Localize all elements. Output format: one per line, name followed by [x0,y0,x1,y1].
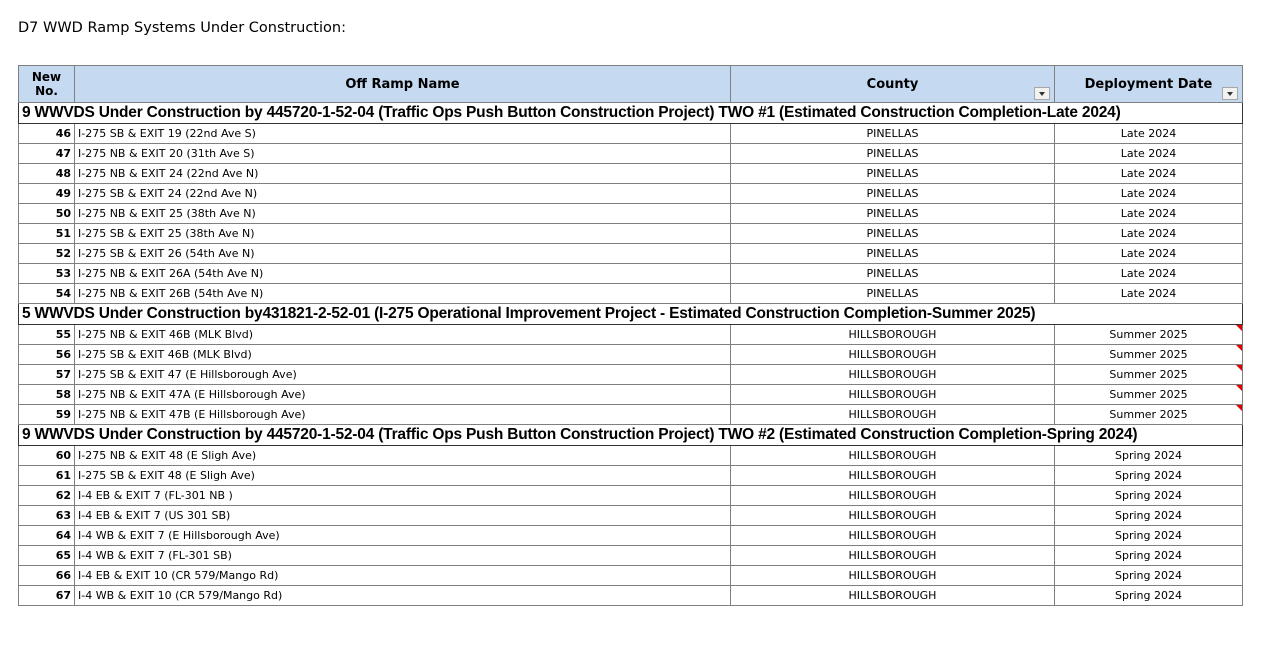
county-cell-text: HILLSBOROUGH [848,388,937,401]
row-number-cell-text: 54 [55,287,71,300]
header-row [19,66,1243,103]
row-number-cell[interactable] [19,284,75,304]
deployment-date-cell-text: Spring 2024 [1115,569,1182,582]
table-row [19,284,1243,304]
off-ramp-name-cell-text: I-4 EB & EXIT 10 (CR 579/Mango Rd) [78,569,279,582]
county-cell-text: HILLSBOROUGH [848,449,937,462]
deployment-date-cell[interactable] [1055,124,1243,144]
comment-indicator-icon[interactable] [1236,325,1242,331]
table-row [19,586,1243,606]
row-number-cell-text: 59 [55,408,71,421]
table-row [19,144,1243,164]
row-number-cell[interactable] [19,566,75,586]
row-number-cell-text: 47 [55,147,71,160]
off-ramp-name-cell-text: I-275 NB & EXIT 20 (31th Ave S) [78,147,255,160]
off-ramp-name-cell[interactable] [75,506,731,526]
county-cell-text: HILLSBOROUGH [848,549,937,562]
row-number-cell[interactable] [19,385,75,405]
table-row [19,385,1243,405]
deployment-date-cell-text: Spring 2024 [1115,529,1182,542]
row-number-cell[interactable] [19,144,75,164]
off-ramp-name-cell[interactable] [75,466,731,486]
deployment-date-cell[interactable] [1055,526,1243,546]
deployment-date-cell[interactable] [1055,325,1243,345]
row-number-cell-text: 53 [55,267,71,280]
county-cell-text: HILLSBOROUGH [848,408,937,421]
column-header-new-no [19,66,75,103]
table-row [19,405,1243,425]
off-ramp-name-cell[interactable] [75,224,731,244]
deployment-date-cell-text: Spring 2024 [1115,589,1182,602]
table-row [19,164,1243,184]
off-ramp-name-cell-text: I-275 NB & EXIT 47A (E Hillsborough Ave) [78,388,306,401]
deployment-date-cell[interactable] [1055,264,1243,284]
row-number-cell[interactable] [19,405,75,425]
column-header-off-ramp-name: Off Ramp Name [75,66,731,103]
table-row [19,345,1243,365]
row-number-cell[interactable] [19,446,75,466]
county-cell[interactable] [731,405,1055,425]
county-cell[interactable] [731,345,1055,365]
county-cell-text: HILLSBOROUGH [848,529,937,542]
off-ramp-name-cell-text: I-275 NB & EXIT 25 (38th Ave N) [78,207,256,220]
county-cell[interactable] [731,144,1055,164]
row-number-cell-text: 64 [55,529,71,542]
off-ramp-name-cell[interactable] [75,345,731,365]
county-cell[interactable] [731,264,1055,284]
group-heading: 5 WWVDS Under Construction by431821-2-52-01 (I-275 Operational Improvement Project - Estimated Construction Completion-Summer 2025) [19,304,1243,325]
off-ramp-name-cell[interactable] [75,526,731,546]
row-number-cell[interactable] [19,184,75,204]
off-ramp-name-cell[interactable] [75,365,731,385]
table-row [19,264,1243,284]
deployment-date-cell[interactable] [1055,546,1243,566]
county-header-label: County [866,76,919,92]
deployment-date-cell-text: Spring 2024 [1115,489,1182,502]
row-number-cell[interactable] [19,325,75,345]
table-row [19,566,1243,586]
deployment-date-cell-text: Summer 2025 [1109,328,1188,341]
deployment-date-cell[interactable] [1055,385,1243,405]
deployment-date-cell[interactable] [1055,244,1243,264]
county-cell-text: HILLSBOROUGH [848,348,937,361]
deployment-date-cell[interactable] [1055,224,1243,244]
row-number-cell[interactable] [19,204,75,224]
row-number-cell-text: 46 [55,127,71,140]
deployment-date-cell[interactable] [1055,566,1243,586]
deployment-date-cell-text: Late 2024 [1120,227,1177,240]
off-ramp-name-cell-text: I-275 NB & EXIT 47B (E Hillsborough Ave) [78,408,306,421]
deployment-date-cell-text: Summer 2025 [1109,408,1188,421]
off-ramp-name-cell[interactable] [75,284,731,304]
county-cell-text: PINELLAS [866,287,919,300]
dropdown-filter-icon[interactable] [1034,87,1050,100]
row-number-cell[interactable] [19,526,75,546]
table-row [19,365,1243,385]
off-ramp-name-cell-text: I-275 SB & EXIT 24 (22nd Ave N) [78,187,258,200]
off-ramp-name-cell[interactable] [75,204,731,224]
county-cell[interactable] [731,385,1055,405]
county-cell[interactable] [731,325,1055,345]
off-ramp-name-cell-text: I-275 SB & EXIT 47 (E Hillsborough Ave) [78,368,297,381]
county-cell[interactable] [731,124,1055,144]
deployment-date-cell[interactable] [1055,345,1243,365]
table-row [19,526,1243,546]
deployment-date-cell[interactable] [1055,446,1243,466]
off-ramp-name-cell-text: I-4 EB & EXIT 7 (US 301 SB) [78,509,231,522]
group-heading: 9 WWVDS Under Construction by 445720-1-52-04 (Traffic Ops Push Button Construction Project) TWO #2 (Estimated Construction Completion-Spring 2024) [19,425,1243,446]
table-row [19,124,1243,144]
table-row [19,546,1243,566]
off-ramp-name-cell[interactable] [75,446,731,466]
county-cell-text: PINELLAS [866,127,919,140]
county-cell-text: HILLSBOROUGH [848,509,937,522]
comment-indicator-icon[interactable] [1236,385,1242,391]
county-cell[interactable] [731,446,1055,466]
off-ramp-name-cell[interactable] [75,385,731,405]
deployment-date-cell-text: Summer 2025 [1109,388,1188,401]
row-number-cell-text: 49 [55,187,71,200]
off-ramp-name-cell-text: I-275 NB & EXIT 26A (54th Ave N) [78,267,264,280]
off-ramp-name-cell[interactable] [75,486,731,506]
row-number-cell-text: 61 [55,469,71,482]
deployment-date-cell-text: Late 2024 [1120,207,1177,220]
county-cell-text: HILLSBOROUGH [848,328,937,341]
deployment-date-cell[interactable] [1055,184,1243,204]
county-cell[interactable] [731,526,1055,546]
row-number-cell-text: 50 [55,207,71,220]
row-number-cell[interactable] [19,466,75,486]
off-ramp-name-cell[interactable] [75,546,731,566]
county-cell[interactable] [731,284,1055,304]
off-ramp-name-cell[interactable] [75,164,731,184]
county-cell[interactable] [731,466,1055,486]
off-ramp-name-cell-text: I-275 NB & EXIT 48 (E Sligh Ave) [78,449,257,462]
county-cell-text: HILLSBOROUGH [848,489,937,502]
deployment-date-cell-text: Summer 2025 [1109,368,1188,381]
county-cell[interactable] [731,204,1055,224]
deployment-date-cell-text: Spring 2024 [1115,469,1182,482]
county-cell[interactable] [731,586,1055,606]
off-ramp-name-cell[interactable] [75,325,731,345]
off-ramp-name-cell-text: I-4 EB & EXIT 7 (FL-301 NB ) [78,489,233,502]
row-number-cell-text: 67 [55,589,71,602]
county-cell[interactable] [731,365,1055,385]
deployment-date-cell[interactable] [1055,466,1243,486]
county-cell[interactable] [731,506,1055,526]
row-number-cell-text: 48 [55,167,71,180]
new-no-line1: New [31,70,62,84]
off-ramp-name-cell-text: I-4 WB & EXIT 7 (E Hillsborough Ave) [78,529,280,542]
off-ramp-name-cell[interactable] [75,586,731,606]
deployment-date-cell-text: Spring 2024 [1115,549,1182,562]
page-title: D7 WWD Ramp Systems Under Construction: [18,20,346,36]
row-number-cell-text: 66 [55,569,71,582]
row-number-cell[interactable] [19,506,75,526]
group-heading: 9 WWVDS Under Construction by 445720-1-52-04 (Traffic Ops Push Button Construction Project) TWO #1 (Estimated Construction Completion-Late 2024) [19,103,1243,124]
comment-indicator-icon[interactable] [1236,365,1242,371]
off-ramp-name-cell[interactable] [75,244,731,264]
row-number-cell-text: 58 [55,388,71,401]
row-number-cell[interactable] [19,486,75,506]
county-cell-text: HILLSBOROUGH [848,569,937,582]
county-cell[interactable] [731,486,1055,506]
deployment-date-cell-text: Spring 2024 [1115,449,1182,462]
deployment-date-cell[interactable] [1055,164,1243,184]
county-cell[interactable] [731,244,1055,264]
row-number-cell-text: 65 [55,549,71,562]
off-ramp-name-cell-text: I-275 NB & EXIT 26B (54th Ave N) [78,287,264,300]
county-cell-text: PINELLAS [866,187,919,200]
row-number-cell-text: 55 [55,328,71,341]
new-no-line2: No. [35,84,58,98]
row-number-cell-text: 57 [55,368,71,381]
column-header-deployment-date[interactable] [1055,66,1243,103]
comment-indicator-icon[interactable] [1236,405,1242,411]
county-cell[interactable] [731,566,1055,586]
row-number-cell[interactable] [19,244,75,264]
off-ramp-name-cell-text: I-275 SB & EXIT 19 (22nd Ave S) [78,127,256,140]
county-cell[interactable] [731,184,1055,204]
table-row [19,204,1243,224]
county-cell-text: PINELLAS [866,167,919,180]
county-cell[interactable] [731,224,1055,244]
off-ramp-name-cell-text: I-275 NB & EXIT 24 (22nd Ave N) [78,167,259,180]
deployment-date-cell-text: Summer 2025 [1109,348,1188,361]
county-cell[interactable] [731,164,1055,184]
row-number-cell[interactable] [19,365,75,385]
deployment-date-cell-text: Late 2024 [1120,267,1177,280]
deployment-date-cell[interactable] [1055,586,1243,606]
deployment-date-cell-text: Late 2024 [1120,167,1177,180]
ramp-systems-table [18,65,1243,606]
off-ramp-name-cell[interactable] [75,566,731,586]
dropdown-filter-icon[interactable] [1222,87,1238,100]
off-ramp-name-cell[interactable] [75,405,731,425]
off-ramp-name-cell[interactable] [75,264,731,284]
deployment-date-cell[interactable] [1055,284,1243,304]
column-header-county[interactable] [731,66,1055,103]
row-number-cell-text: 52 [55,247,71,260]
deployment-date-cell[interactable] [1055,486,1243,506]
row-number-cell[interactable] [19,124,75,144]
row-number-cell-text: 51 [55,227,71,240]
deployment-date-cell[interactable] [1055,204,1243,224]
deployment-date-cell-text: Late 2024 [1120,287,1177,300]
county-cell-text: PINELLAS [866,147,919,160]
county-cell-text: PINELLAS [866,227,919,240]
county-cell-text: HILLSBOROUGH [848,589,937,602]
row-number-cell[interactable] [19,264,75,284]
row-number-cell[interactable] [19,546,75,566]
group-header-row [19,103,1243,124]
row-number-cell-text: 63 [55,509,71,522]
table-row [19,486,1243,506]
off-ramp-name-cell-text: I-275 SB & EXIT 26 (54th Ave N) [78,247,255,260]
deployment-date-cell[interactable] [1055,405,1243,425]
deployment-date-cell-text: Late 2024 [1120,127,1177,140]
row-number-cell-text: 56 [55,348,71,361]
off-ramp-name-cell[interactable] [75,144,731,164]
county-cell-text: HILLSBOROUGH [848,368,937,381]
off-ramp-name-cell-text: I-275 SB & EXIT 46B (MLK Blvd) [78,348,252,361]
table-row [19,224,1243,244]
off-ramp-name-cell-text: I-275 SB & EXIT 48 (E Sligh Ave) [78,469,255,482]
deployment-date-cell-text: Late 2024 [1120,247,1177,260]
deployment-date-cell[interactable] [1055,506,1243,526]
deployment-date-cell-text: Late 2024 [1120,147,1177,160]
table-row [19,244,1243,264]
table-row [19,446,1243,466]
off-ramp-name-cell-text: I-4 WB & EXIT 10 (CR 579/Mango Rd) [78,589,283,602]
off-ramp-name-cell-text: I-4 WB & EXIT 7 (FL-301 SB) [78,549,232,562]
row-number-cell[interactable] [19,586,75,606]
row-number-cell[interactable] [19,224,75,244]
off-ramp-name-cell-text: I-275 NB & EXIT 46B (MLK Blvd) [78,328,254,341]
table-row [19,466,1243,486]
county-cell-text: PINELLAS [866,247,919,260]
table-row [19,506,1243,526]
off-ramp-name-cell-text: I-275 SB & EXIT 25 (38th Ave N) [78,227,255,240]
county-cell-text: HILLSBOROUGH [848,469,937,482]
county-cell[interactable] [731,546,1055,566]
row-number-cell[interactable] [19,164,75,184]
group-header-row [19,425,1243,446]
row-number-cell[interactable] [19,345,75,365]
row-number-cell-text: 62 [55,489,71,502]
deployment-date-cell-text: Late 2024 [1120,187,1177,200]
deployment-date-cell[interactable] [1055,144,1243,164]
deployment-date-cell[interactable] [1055,365,1243,385]
county-cell-text: PINELLAS [866,267,919,280]
table-row [19,184,1243,204]
table-body [19,103,1243,606]
off-ramp-name-cell[interactable] [75,124,731,144]
off-ramp-name-cell[interactable] [75,184,731,204]
table-row [19,325,1243,345]
county-cell-text: PINELLAS [866,207,919,220]
comment-indicator-icon[interactable] [1236,345,1242,351]
group-header-row [19,304,1243,325]
deployment-date-cell-text: Spring 2024 [1115,509,1182,522]
row-number-cell-text: 60 [55,449,71,462]
deployment-date-header-label: Deployment Date [1084,76,1213,92]
